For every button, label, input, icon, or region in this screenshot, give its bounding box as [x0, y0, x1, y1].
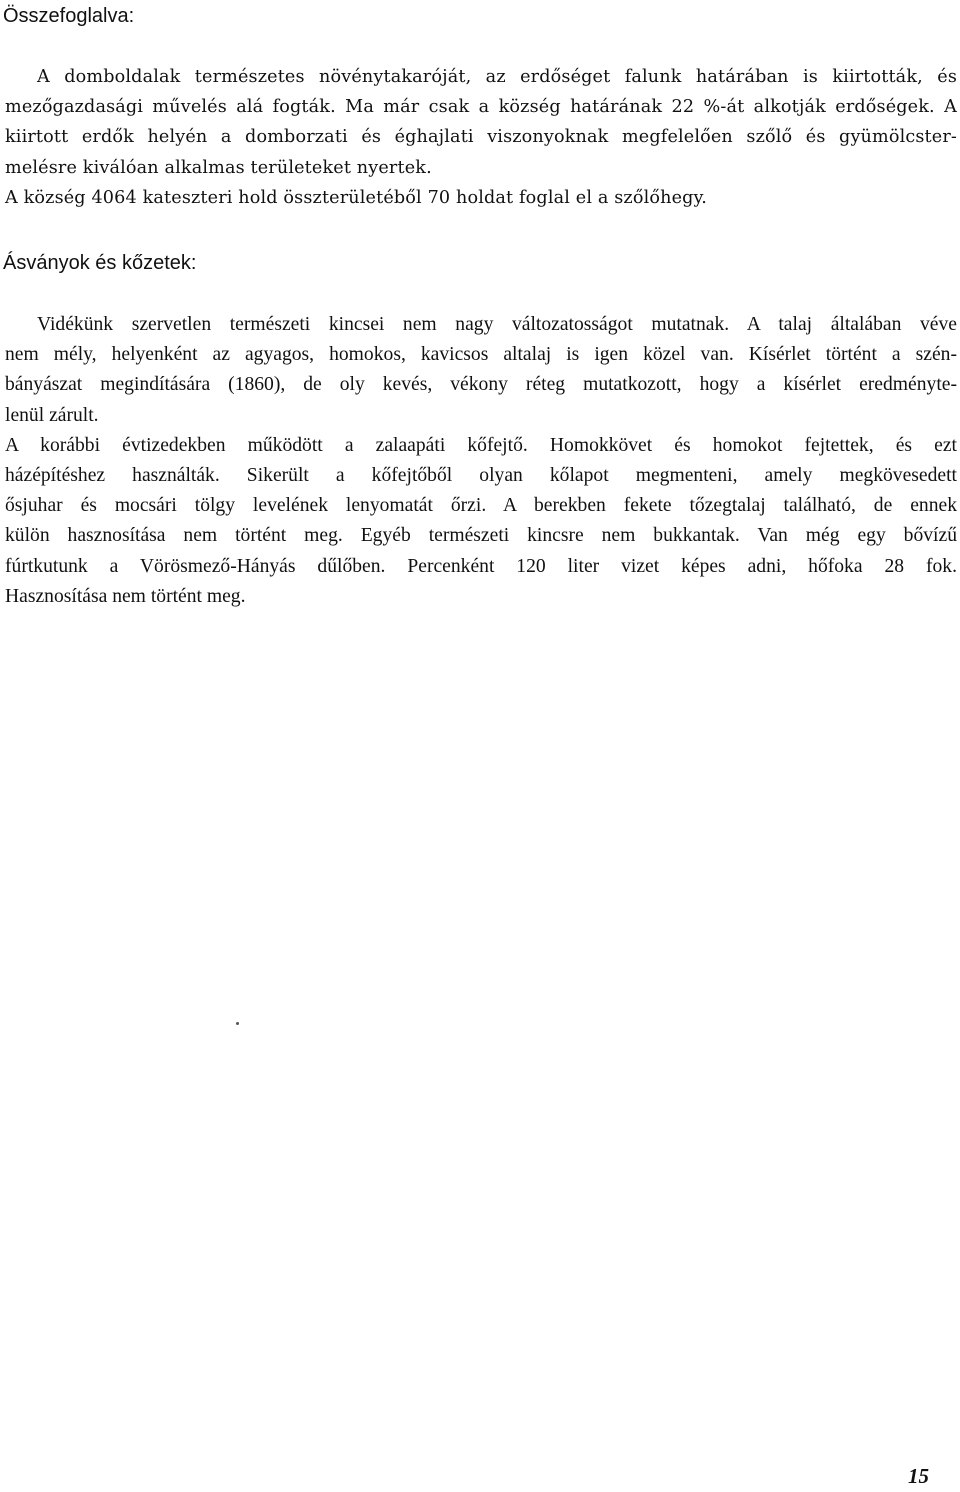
page-number: 15	[908, 1464, 929, 1488]
minerals-paragraph	[5, 310, 957, 612]
minerals-heading: Ásványok és kőzetek:	[3, 252, 197, 274]
minerals-line-7: ősjuhar és mocsári tölgy levelének lenyomatát őrzi. A berekben fekete tőzegtalaj található, de ennek	[5, 495, 957, 517]
summary-line-5: A község 4064 kateszteri hold összterületéből 70 holdat foglal el a szőlőhegy.	[5, 187, 708, 208]
minerals-line-2: nem mély, helyenként az agyagos, homokos, kavicsos altalaj is igen közel van. Kísérlet történt a szén-	[5, 344, 957, 366]
minerals-line-6: házépítéshez használták. Sikerült a kőfejtőből olyan kőlapot megmenteni, amely megkövesedett	[5, 465, 957, 487]
summary-line-1: A domboldalak természetes növénytakaróját, az erdőséget falunk határában is kiirtották, és	[37, 67, 957, 87]
minerals-line-8: külön hasznosítása nem történt meg. Egyéb természeti kincsre nem bukkantak. Van még egy bővízű	[5, 525, 957, 547]
summary-line-3: kiirtott erdők helyén a domborzati és éghajlati viszonyoknak megfelelően szőlő és gyümölcster-	[5, 127, 957, 148]
minerals-line-1: Vidékünk szervetlen természeti kincsei nem nagy változatosságot mutatnak. A talaj általában véve	[37, 314, 957, 335]
scan-speck	[236, 1022, 239, 1025]
minerals-line-9: fúrtkutunk a Vörösmező-Hányás dűlőben. Percenként 120 liter vizet képes adni, hőfoka 28 fok.	[5, 555, 957, 577]
minerals-line-4: lenül zárult.	[5, 404, 99, 426]
summary-heading: Összefoglalva:	[3, 5, 135, 27]
minerals-line-5: A korábbi évtizedekben működött a zalaapáti kőfejtő. Homokkövet és homokot fejtettek, és ezt	[5, 434, 957, 456]
summary-line-4: melésre kiválóan alkalmas területeket nyertek.	[5, 157, 432, 178]
summary-paragraph	[5, 62, 957, 213]
summary-line-2: mezőgazdasági művelés alá fogták. Ma már csak a község határának 22 %-át alkotják erdőségek. A	[5, 97, 957, 118]
minerals-line-3: bányászat megindítására (1860), de oly kevés, vékony réteg mutatkozott, hogy a kísérlet eredményte-	[5, 374, 957, 396]
minerals-line-10: Hasznosítása nem történt meg.	[5, 585, 246, 607]
